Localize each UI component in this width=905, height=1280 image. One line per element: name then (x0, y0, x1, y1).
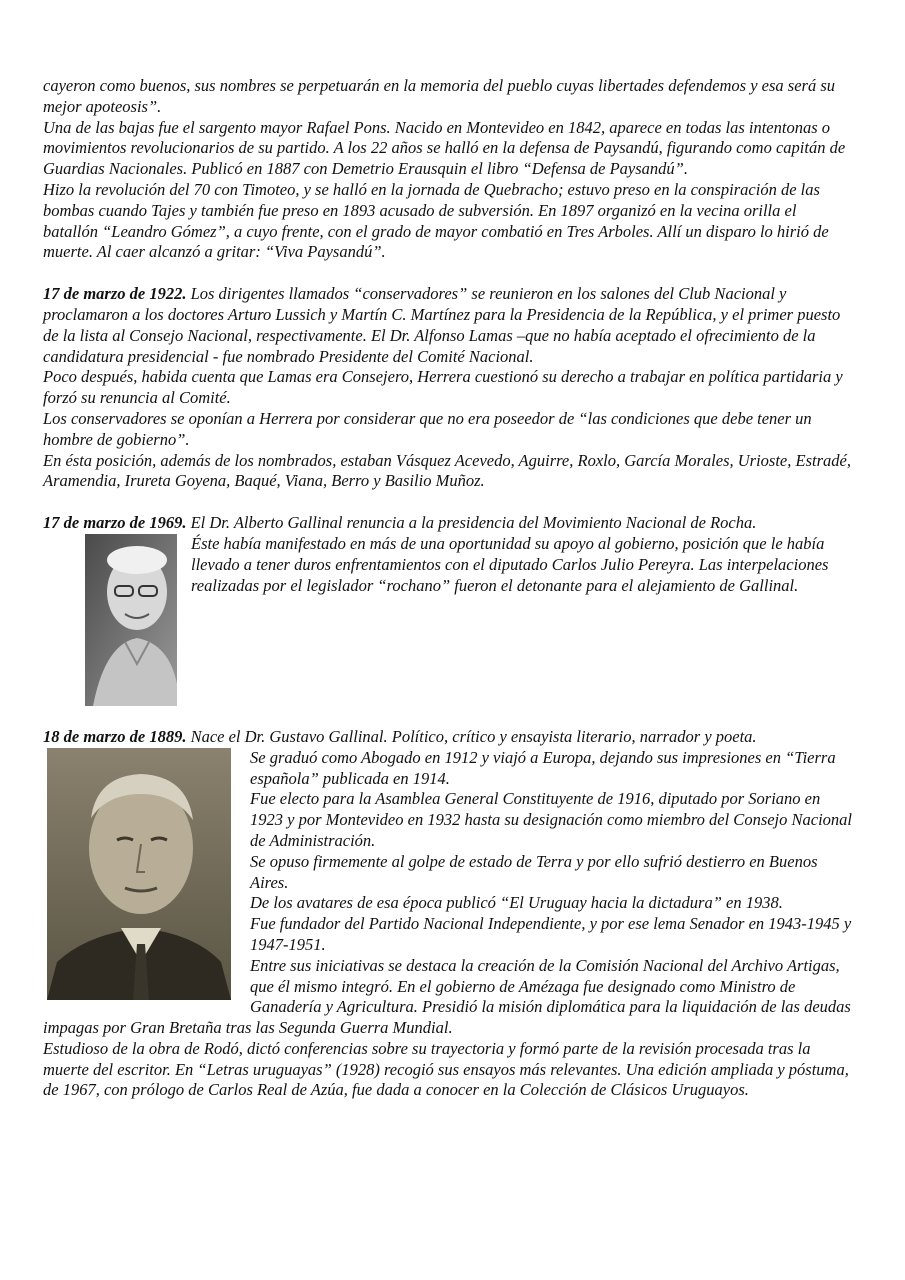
entry-1969-date: 17 de marzo de 1969. (43, 513, 187, 533)
entry-1969-heading (43, 513, 853, 534)
intro-paragraph-2: Una de las bajas fue el sargento mayor Rafael Pons. Nacido en Montevideo en 1842, aparece en todas las intentonas o movimientos revolucionarios de su partido. A los 22 años se halló en la defensa de Paysandú, figurando como capitán de Guardias Nacionales. Publicó en 1887 con Demetrio Erausquin el libro “Defensa de Paysandú”. (43, 117, 846, 179)
document-page (43, 76, 853, 1101)
entry-1969-lead: El Dr. Alberto Gallinal renuncia a la presidencia del Movimiento Nacional de Rocha. (186, 513, 757, 533)
entry-1922-paragraph-3: Los conservadores se oponían a Herrera por considerar que no era poseedor de “las condiciones que debe tener un hombre de gobierno”. (43, 408, 812, 449)
entry-1889-paragraph-1: Se graduó como Abogado en 1912 y viajó a Europa, dejando sus impresiones en “Tierra española” publicada en 1914. (250, 747, 836, 788)
entry-1889-heading (43, 727, 853, 748)
entry-1922-date: 17 de marzo de 1922. (43, 284, 187, 304)
spacer (43, 706, 853, 727)
entry-1889-date: 18 de marzo de 1889. (43, 726, 187, 746)
spacer (43, 263, 853, 284)
entry-1889-paragraph-2: Fue electo para la Asamblea General Constituyente de 1916, diputado por Soriano en 1923 y por Montevideo en 1932 hasta su designación como miembro del Consejo Nacional de Administración. (250, 789, 853, 850)
entry-1922-paragraph-1 (43, 284, 853, 367)
entry-1889-paragraph-3: Se opuso firmemente al golpe de estado de Terra y por ello sufrió destierro en Buenos Aires. (250, 851, 818, 892)
entry-1889-paragraph-4: De los avatares de esa época publicó “El Uruguay hacia la dictadura” en 1938. (250, 893, 783, 913)
entry-1889-paragraph-5: Fue fundador del Partido Nacional Independiente, y por ese lema Senador en 1943-1945 y 1947-1951. (250, 914, 852, 954)
spacer (43, 492, 853, 513)
alberto-gallinal-photo (85, 534, 177, 706)
intro-paragraph-1: cayeron como buenos, sus nombres se perpetuarán en la memoria del pueblo cuyas libertades defendemos y esa será su mejor apoteosis”. (43, 76, 836, 116)
entry-1922-text: Los dirigentes llamados “conservadores” se reunieron en los salones del Club Nacional y proclamaron a los doctores Arturo Lussich y Martín C. Martínez para la Presidencia de la República, y el primer puesto de la lista al Consejo Nacional, respectivamente. El Dr. Alfonso Lamas –que no había aceptado el ofrecimiento de la candidatura presidencial - fue nombrado Presidente del Comité Nacional. (43, 284, 841, 366)
intro-paragraph-3: Hizo la revolución del 70 con Timoteo, y se halló en la jornada de Quebracho; estuvo preso en la conspiración de las bombas cuando Tajes y también fue preso en 1893 acusado de subversión. En 1897 organizó en la vecina orilla el batallón “Leandro Gómez”, a cuyo frente, con el grado de mayor combatió en Tres Arboles. Allí un disparo lo hirió de muerte. Al caer alcanzó a gritar: “Viva Paysandú”. (43, 179, 829, 262)
entry-1969-body: Éste había manifestado en más de una oportunidad su apoyo al gobierno, posición que le había llevado a tener duros enfrentamientos con el diputado Carlos Julio Pereyra. Las interpelaciones realizadas por el legislador “rochano” fueron el detonante para el alejamiento de Gallinal. (191, 533, 829, 595)
entry-1922-paragraph-4: En ésta posición, además de los nombrados, estaban Vásquez Acevedo, Aguirre, Roxlo, García Morales, Urioste, Estradé, Aramendia, Irureta Goyena, Baqué, Viana, Berro y Basilio Muñoz. (43, 450, 851, 491)
portrait-image (47, 748, 231, 1000)
gustavo-gallinal-photo (47, 748, 231, 1000)
entry-1889-lead: Nace el Dr. Gustavo Gallinal. Político, crítico y ensayista literario, narrador y poeta. (186, 726, 757, 746)
entry-1889-paragraph-6: Entre sus iniciativas se destaca la creación de la Comisión Nacional del Archivo Artigas, que él mismo integró. En el gobierno de Amézaga fue designado como Ministro de Ganadería y Agricultura. Presidió la misión diplomática para la liquidación de las deudas impagas por Gran Bretaña tras las Segunda Guerra Mundial. (43, 955, 851, 1038)
entry-1889-paragraph-7: Estudioso de la obra de Rodó, dictó conferencias sobre su trayectoria y formó parte de la revisión procesada tras la muerte del escritor. En “Letras uruguayas” (1928) recogió sus ensayos más relevantes. Una edición ampliada y póstuma, de 1967, con prólogo de Carlos Real de Azúa, fue dada a conocer en la Colección de Clásicos Uruguayos. (43, 1038, 849, 1100)
portrait-image (85, 534, 177, 706)
entry-1922-paragraph-2: Poco después, habida cuenta que Lamas era Consejero, Herrera cuestionó su derecho a trabajar en política partidaria y forzó su renuncia al Comité. (43, 367, 843, 408)
